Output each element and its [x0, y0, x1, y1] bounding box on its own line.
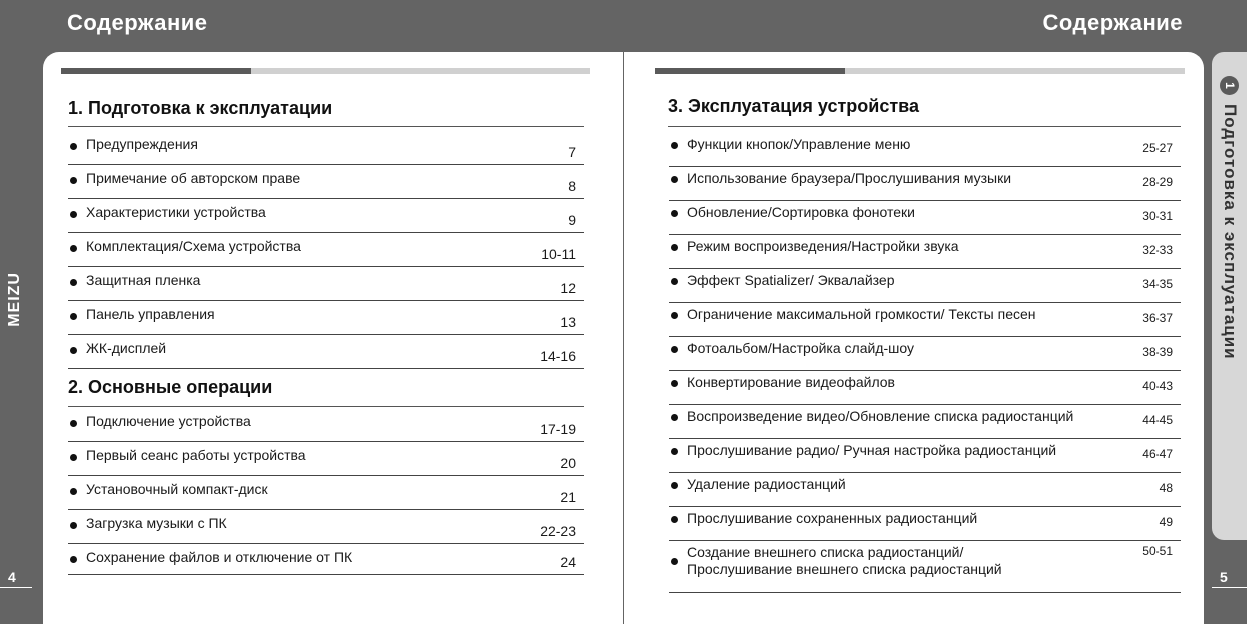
toc-item-label: Загрузка музыки с ПК — [86, 515, 227, 531]
toc-item[interactable] — [669, 200, 1181, 235]
progress-bar-left — [61, 68, 590, 74]
toc-item[interactable] — [68, 300, 584, 335]
toc-item-label: Характеристики устройства — [86, 204, 266, 220]
toc-item-label: Конвертирование видеофайлов — [687, 374, 895, 390]
left-page-number: 4 — [0, 569, 32, 588]
toc-item-label: Предупреждения — [86, 136, 198, 152]
toc-item-page: 40-43 — [1142, 379, 1173, 393]
toc-item[interactable] — [669, 472, 1181, 507]
chapter-number-icon: 1 — [1220, 76, 1239, 95]
toc-item-page: 44-45 — [1142, 413, 1173, 427]
toc-item-page: 36-37 — [1142, 311, 1173, 325]
toc-item-label: Прослушивание радио/ Ручная настройка радиостанций — [687, 442, 1057, 458]
side-chapter-tab[interactable] — [1212, 52, 1247, 540]
left-page — [43, 52, 623, 624]
toc-item-label: Панель управления — [86, 306, 215, 322]
toc-item-label: Ограничение максимальной громкости/ Тексты песен — [687, 306, 1036, 322]
toc-item-label: Комплектация/Схема устройства — [86, 238, 301, 254]
toc-item-page: 49 — [1159, 515, 1173, 529]
toc-item[interactable] — [669, 132, 1181, 167]
toc-item-label: Установочный компакт-диск — [86, 481, 268, 497]
toc-item-label: Примечание об авторском праве — [86, 170, 301, 186]
toc-item-label: Использование браузера/Прослушивания музыки — [687, 170, 1012, 186]
side-tab-label: Подготовка к эксплуатации — [1221, 104, 1240, 360]
toc-item[interactable] — [669, 404, 1181, 439]
toc-item-page: 46-47 — [1142, 447, 1173, 461]
toc-item-page: 7 — [568, 144, 576, 160]
toc-item-label: Удаление радиостанций — [687, 476, 846, 492]
toc-item[interactable] — [669, 336, 1181, 371]
toc-item[interactable] — [68, 475, 584, 510]
toc-item[interactable] — [68, 130, 584, 165]
toc-item[interactable] — [68, 232, 584, 267]
toc-item-label: Подключение устройства — [86, 413, 251, 429]
toc-item-page: 13 — [560, 314, 576, 330]
toc-item-page: 32-33 — [1142, 243, 1173, 257]
toc-item-page: 22-23 — [540, 523, 576, 539]
toc-item-page: 25-27 — [1142, 141, 1173, 155]
right-header-title: Содержание — [1042, 10, 1183, 35]
toc-item-label: Сохранение файлов и отключение от ПК — [86, 549, 353, 565]
toc-item-page: 8 — [568, 178, 576, 194]
toc-item-page: 10-11 — [541, 246, 576, 262]
toc-item[interactable] — [669, 506, 1181, 541]
toc-item[interactable] — [669, 438, 1181, 473]
toc-item[interactable] — [669, 540, 1181, 593]
toc-item-label: Эффект Spatializer/ Эквалайзер — [687, 272, 895, 288]
toc-item[interactable] — [68, 407, 584, 442]
toc-item-page: 38-39 — [1142, 345, 1173, 359]
toc-item-page: 34-35 — [1142, 277, 1173, 291]
toc-item[interactable] — [669, 302, 1181, 337]
toc-item[interactable] — [68, 441, 584, 476]
toc-item-page: 9 — [568, 212, 576, 228]
toc-item-label: ЖК-дисплей — [86, 340, 167, 356]
toc-item-page: 14-16 — [540, 348, 576, 364]
toc-item-label-line2: Прослушивание внешнего списка радиостанций — [687, 561, 1002, 577]
toc-item[interactable] — [669, 234, 1181, 269]
toc-item[interactable] — [68, 334, 584, 369]
toc-item-label: Первый сеанс работы устройства — [86, 447, 306, 463]
toc-item[interactable] — [669, 166, 1181, 201]
toc-item-page: 21 — [560, 489, 576, 505]
progress-bar-right — [655, 68, 1185, 74]
toc-item[interactable] — [68, 543, 584, 575]
toc-item-page: 24 — [560, 554, 576, 570]
toc-item-page: 28-29 — [1142, 175, 1173, 189]
section-title: 2. Основные операции — [68, 377, 584, 407]
toc-item-page: 17-19 — [540, 421, 576, 437]
toc-item[interactable] — [68, 509, 584, 544]
toc-item-label: Режим воспроизведения/Настройки звука — [687, 238, 959, 254]
toc-item-page: 20 — [560, 455, 576, 471]
right-page — [624, 52, 1204, 624]
toc-item[interactable] — [669, 268, 1181, 303]
left-header-title: Содержание — [67, 10, 208, 35]
toc-item-page: 30-31 — [1142, 209, 1173, 223]
toc-item[interactable] — [669, 370, 1181, 405]
toc-item-label: Воспроизведение видео/Обновление списка радиостанций — [687, 408, 1074, 424]
toc-item-page: 12 — [560, 280, 576, 296]
toc-item[interactable] — [68, 164, 584, 199]
toc-item[interactable] — [68, 198, 584, 233]
right-page-number: 5 — [1212, 569, 1247, 588]
toc-item[interactable] — [68, 266, 584, 301]
toc-item-label: Создание внешнего списка радиостанций/ — [687, 544, 964, 560]
toc-item-page: 50-51 — [1142, 544, 1173, 558]
brand-logo: MEIZU — [6, 272, 23, 327]
section-title: 1. Подготовка к эксплуатации — [68, 98, 584, 127]
section-title: 3. Эксплуатация устройства — [668, 96, 1181, 127]
toc-item-label: Обновление/Сортировка фонотеки — [687, 204, 915, 220]
toc-item-label: Прослушивание сохраненных радиостанций — [687, 510, 978, 526]
toc-item-label: Защитная пленка — [86, 272, 201, 288]
toc-item-page: 48 — [1159, 481, 1173, 495]
toc-item-label: Функции кнопок/Управление меню — [687, 136, 911, 152]
toc-item-label: Фотоальбом/Настройка слайд-шоу — [687, 340, 915, 356]
